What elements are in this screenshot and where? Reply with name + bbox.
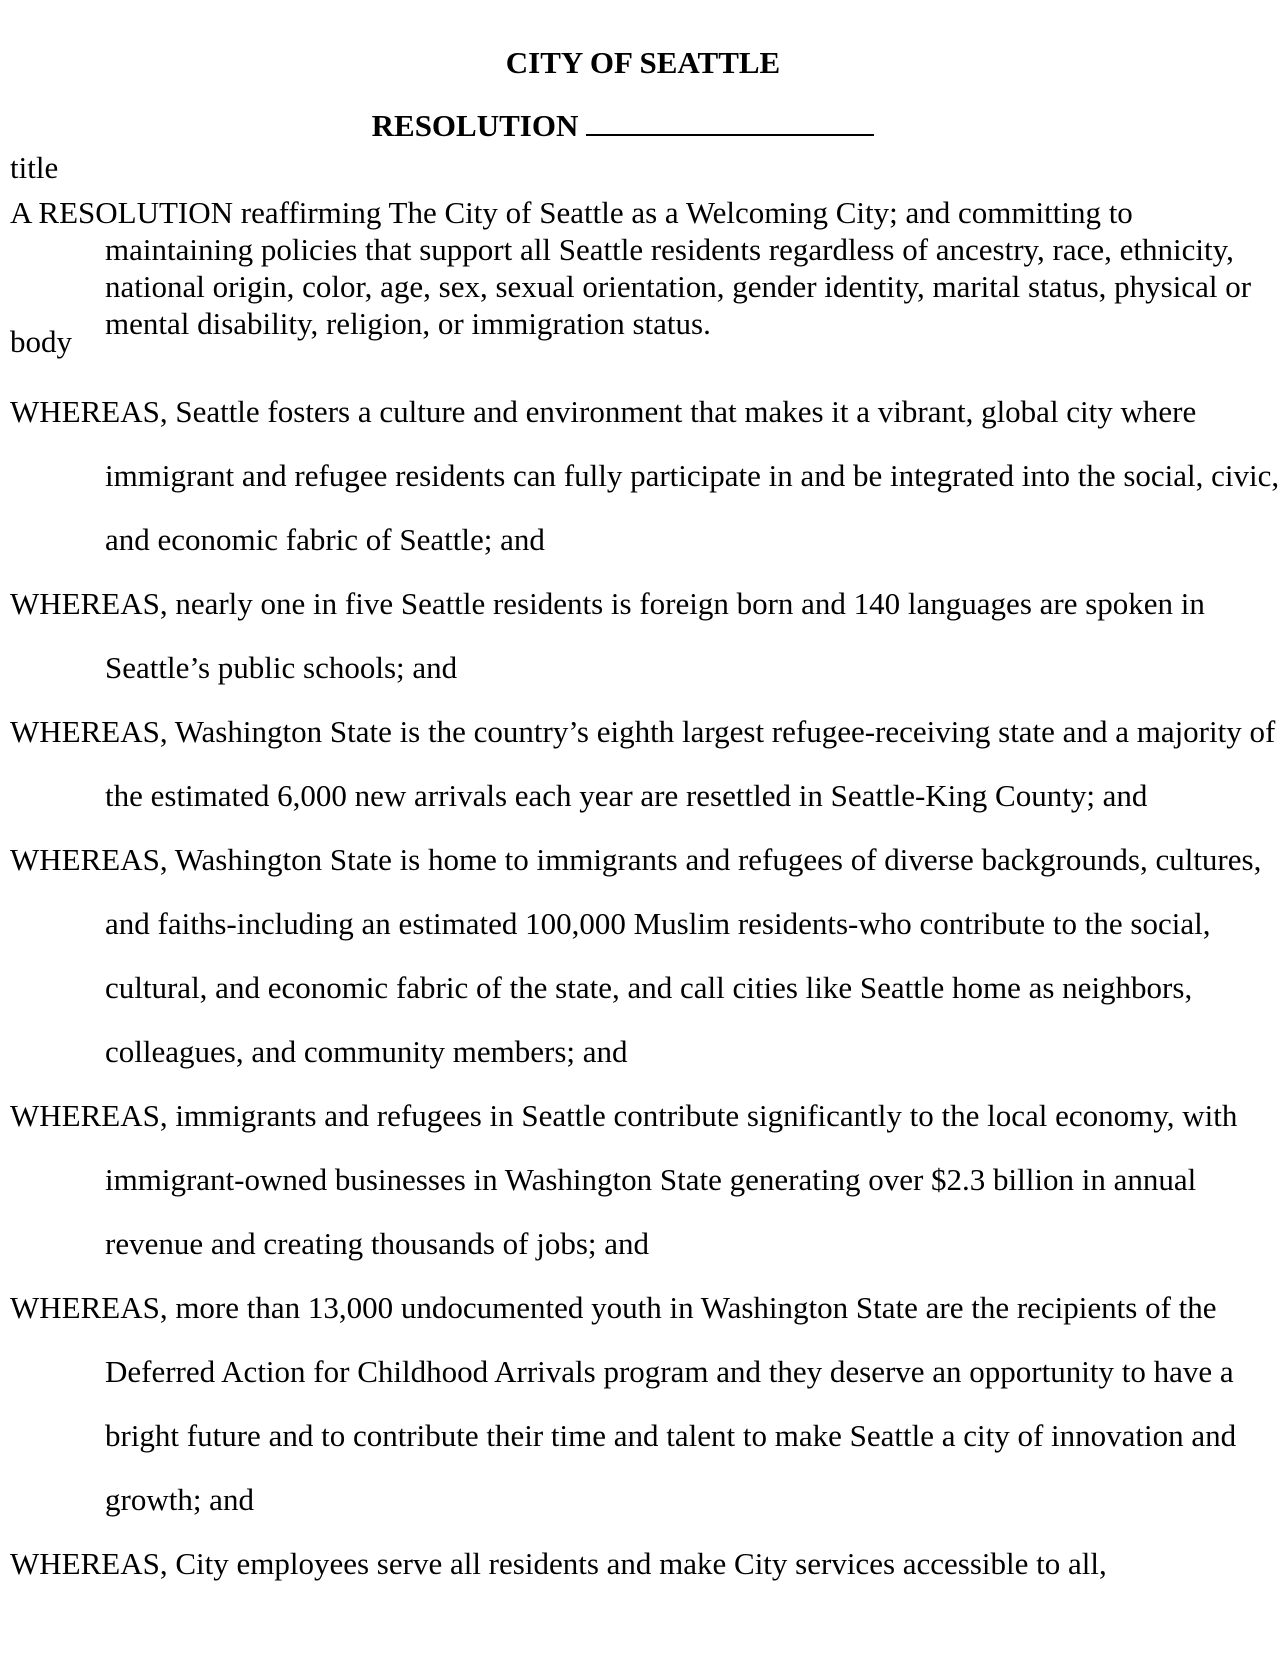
whereas-clause-7: WHEREAS, City employees serve all residents and make City services accessible to all,	[10, 1546, 1107, 1581]
whereas-clause-4: WHEREAS, Washington State is home to immigrants and refugees of diverse backgrounds, cultures, and faiths-including an estimated 100,000 Muslim residents-who contribute to the social, cultural, and economic fabric of the state, and call cities like Seattle home as neighbors, colleagues, and community members; and	[10, 842, 1262, 1069]
resolution-number-blank	[586, 110, 874, 136]
title-marker: title	[10, 150, 59, 185]
resolution-heading	[0, 108, 1266, 144]
resolution-title: A RESOLUTION reaffirming The City of Seattle as a Welcoming City; and committing to maintaining policies that support all Seattle residents regardless of ancestry, race, ethnicity, national origin, color, age, sex, sexual orientation, gender identity, marital status, physical or mental disability, religion, or immigration status.	[10, 195, 1252, 341]
whereas-clause-3: WHEREAS, Washington State is the country’s eighth largest refugee-receiving state and a majority of the estimated 6,000 new arrivals each year are resettled in Seattle-King County; and	[10, 714, 1276, 813]
whereas-clause-5: WHEREAS, immigrants and refugees in Seattle contribute significantly to the local economy, with immigrant-owned businesses in Washington State generating over $2.3 billion in annual revenue and creating thousands of jobs; and	[10, 1098, 1238, 1261]
resolution-body	[10, 380, 1280, 1596]
whereas-clause-2: WHEREAS, nearly one in five Seattle residents is foreign born and 140 languages are spoken in Seattle’s public schools; and	[10, 586, 1205, 685]
body-marker: body	[10, 324, 72, 359]
resolution-label: RESOLUTION	[371, 108, 579, 143]
whereas-clause-1: WHEREAS, Seattle fosters a culture and environment that makes it a vibrant, global city where immigrant and refugee residents can fully participate in and be integrated into the social, civic, and economic fabric of Seattle; and	[10, 394, 1280, 557]
city-heading: CITY OF SEATTLE	[505, 45, 781, 80]
whereas-clause-6: WHEREAS, more than 13,000 undocumented youth in Washington State are the recipients of the Deferred Action for Childhood Arrivals program and they deserve an opportunity to have a bright future and to contribute their time and talent to make Seattle a city of innovation and growth; and	[10, 1290, 1237, 1517]
